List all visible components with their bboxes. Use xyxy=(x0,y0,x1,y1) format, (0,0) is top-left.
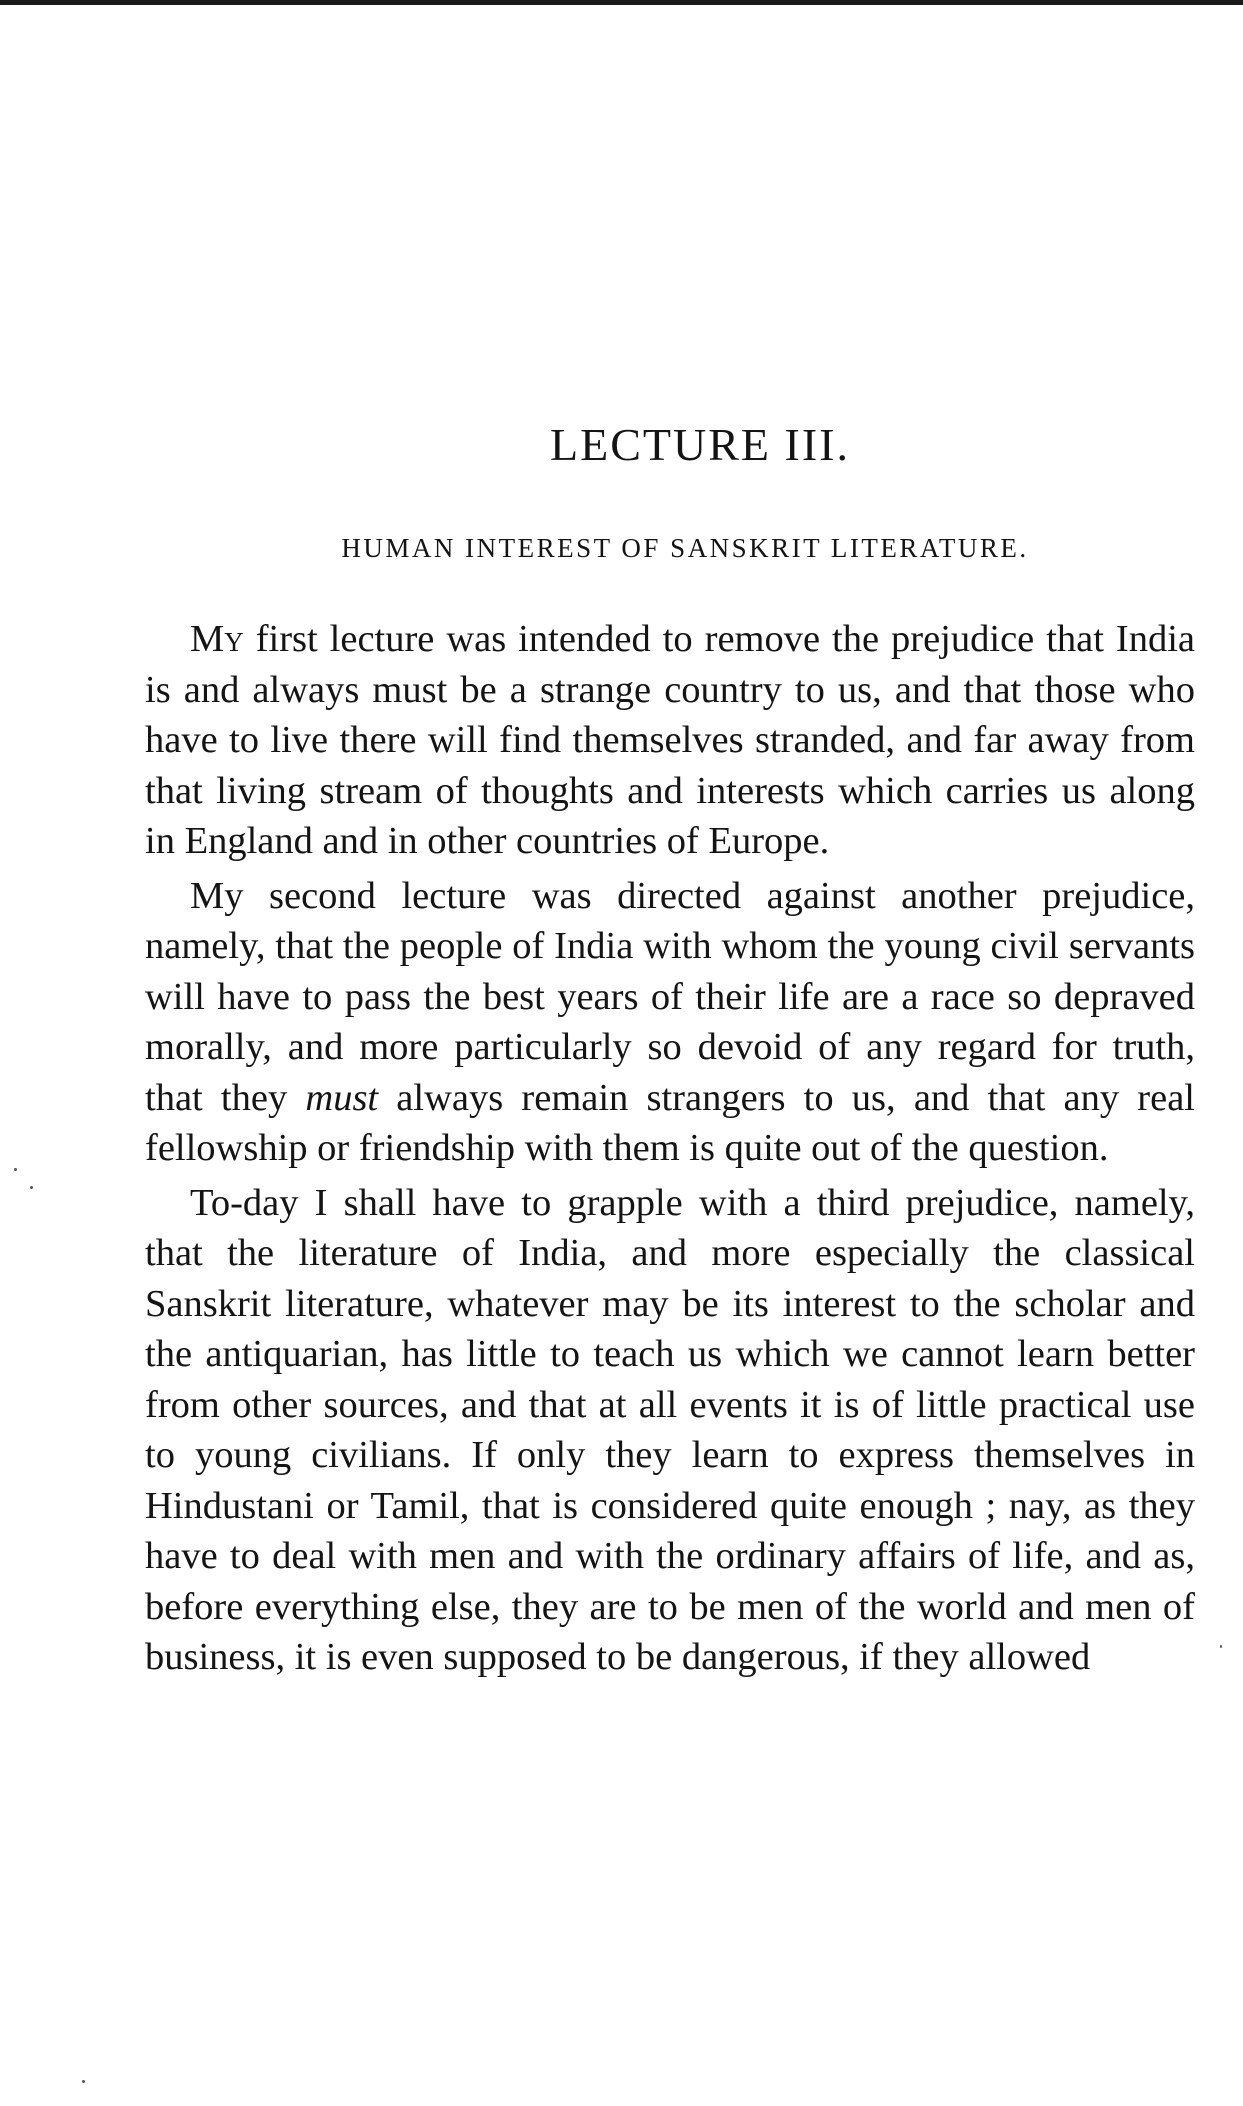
paragraph-text: always remain strangers to us, and that any real fellowship or friendship with them is quite out of the question. xyxy=(145,1076,1195,1169)
paragraph-text: My second lecture was directed against another prejudice, namely, that the people of India with whom the young civil servants will have to pass the best years of their life are a race so depraved morally, and more particularly so devoid of any regard for truth, that they xyxy=(145,874,1195,1119)
scan-speck xyxy=(14,1168,17,1171)
lecture-subtitle: HUMAN INTEREST OF SANSKRIT LITERATURE. xyxy=(341,533,1029,563)
paragraph-2 xyxy=(145,871,1195,1174)
paragraph-3 xyxy=(145,1178,1195,1683)
paragraph-text: To-day I shall have to grapple with a third prejudice, namely, that the literature of India, and more especially the classical Sanskrit literature, whatever may be its interest to the scholar and the antiquarian, has little to teach us which we cannot learn better from other sources, and that at all events it is of little practical use to young civilians. If only they learn to express themselves in Hindustani or Tamil, that is considered quite enough ; nay, as they have to deal with men and with the ordinary affairs of life, and as, before everything else, they are to be men of the world and men of business, it is even supposed to be dangerous, if they allowed xyxy=(145,1181,1195,1678)
paragraph-lead-word: My xyxy=(190,618,244,660)
emphasis-word: must xyxy=(305,1076,379,1119)
book-page xyxy=(145,415,1195,1687)
scan-speck xyxy=(1220,1645,1222,1648)
scan-speck xyxy=(82,2080,85,2083)
paragraph-1 xyxy=(145,614,1195,867)
lecture-title: LECTURE III. xyxy=(550,419,850,470)
top-edge-rule xyxy=(0,0,1243,5)
body-text xyxy=(145,614,1195,1683)
paragraph-text: first lecture was intended to remove the prejudice that India is and always must be a strange country to us, and that those who have to live there will find themselves stranded, and far away from that living stream of thoughts and interests which carries us along in England and in other countries of Europe. xyxy=(145,618,1195,862)
scan-speck xyxy=(30,1186,33,1189)
